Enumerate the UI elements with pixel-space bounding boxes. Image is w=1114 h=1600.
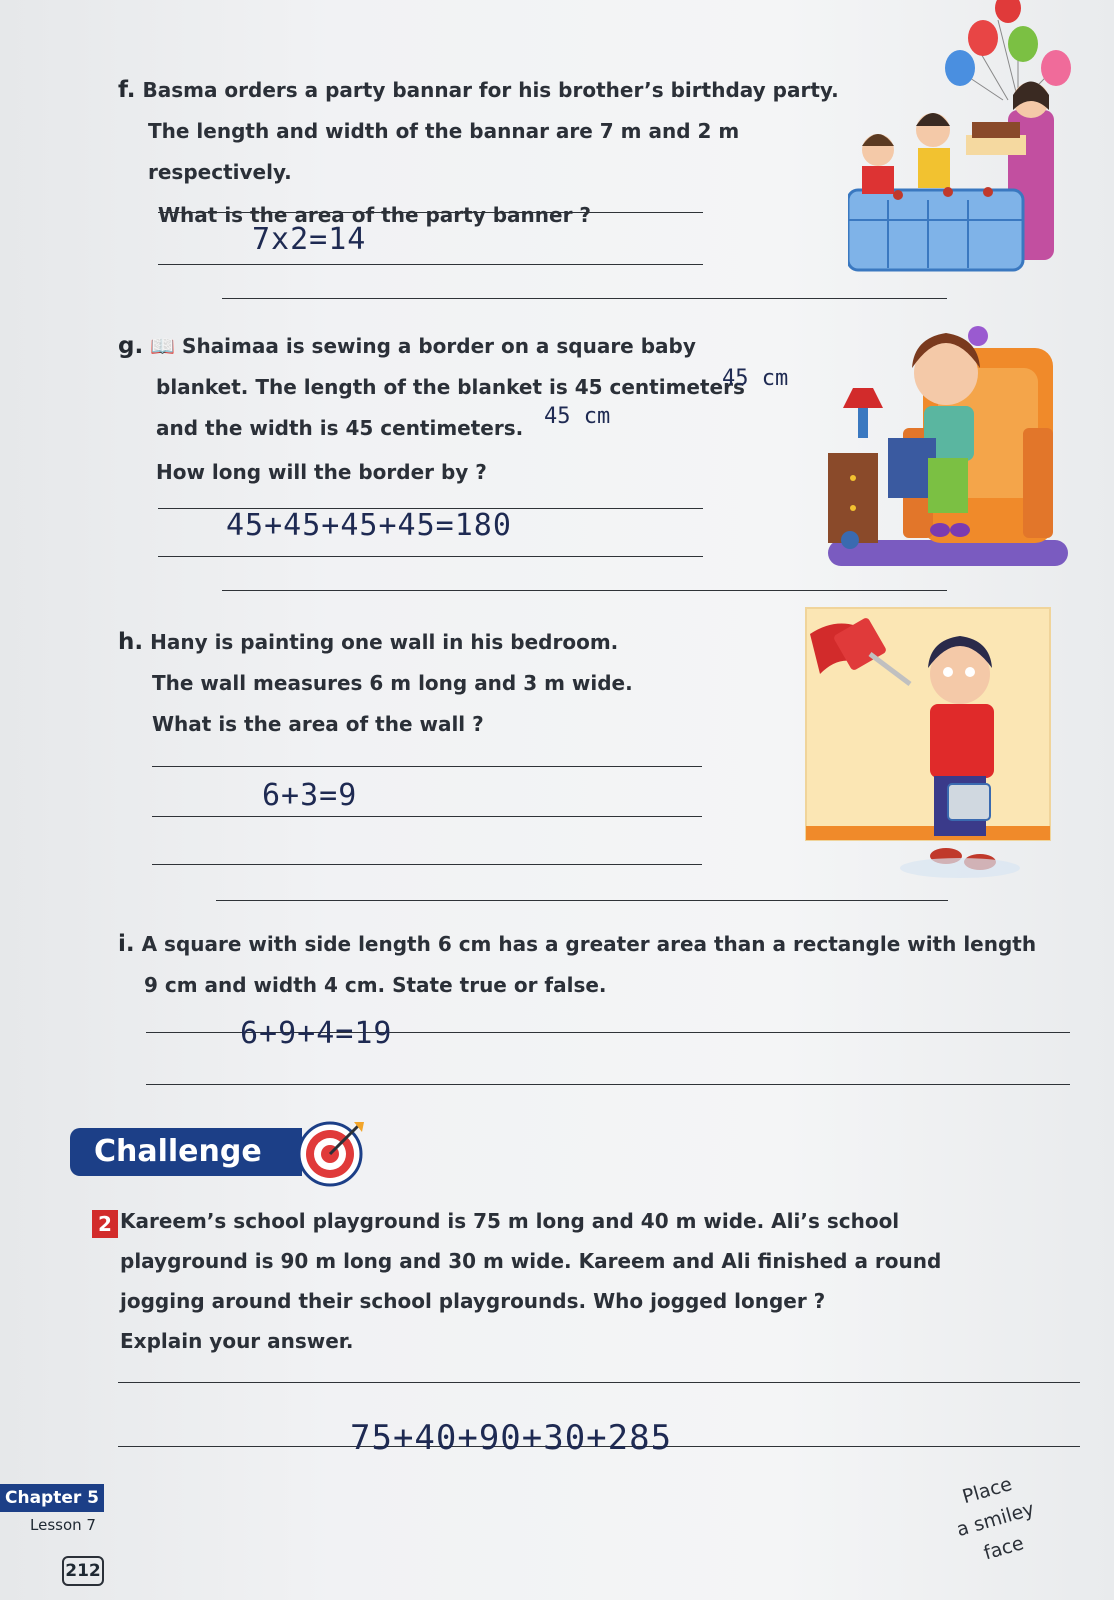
answer-line [158,212,703,213]
question-text: A square with side length 6 cm has a greater area than a rectangle with length [141,932,1037,956]
question-text: Basma orders a party bannar for his brother’s birthday party. [142,78,839,102]
answer-line [146,1084,1070,1085]
question-letter: g. [118,333,144,359]
answer-line [222,298,947,299]
question-text: blanket. The length of the blanket is 45 centimeters [156,375,745,399]
question-prompt: What is the area of the party banner ? [158,203,591,227]
target-icon [296,1118,366,1188]
challenge-banner: Challenge [70,1128,302,1176]
question-prompt: 9 cm and width 4 cm. State true or false. [144,973,607,997]
question-text: Kareem’s school playground is 75 m long and 40 m wide. Ali’s school [120,1209,900,1233]
question-text: Hany is painting one wall in his bedroom. [150,630,619,654]
question-prompt: How long will the border by ? [156,460,487,484]
answer-line [158,556,703,557]
question-letter: h. [118,629,144,655]
question-text: jogging around their school playgrounds. Who jogged longer ? [120,1289,826,1313]
handwritten-answer: 7x2=14 [252,222,367,257]
smiley-text: Place [959,1473,1015,1509]
page-number: 212 [62,1556,104,1586]
handwritten-note: 45 cm [544,404,611,429]
answer-line [118,1382,1080,1383]
book-icon: 📖 [150,334,176,358]
handwritten-answer: 75+40+90+30+285 [350,1418,673,1458]
chapter-label: Chapter 5 [0,1484,104,1512]
question-g [118,326,838,493]
answer-line [222,590,947,591]
party-illustration [848,0,1078,290]
question-text: playground is 90 m long and 30 m wide. Kareem and Ali finished a round [120,1249,942,1273]
sewing-girl-illustration [828,308,1068,568]
handwritten-answer: 6+9+4=19 [240,1016,393,1051]
answer-line [152,766,702,767]
smiley-text: face [981,1532,1027,1565]
question-text: The wall measures 6 m long and 3 m wide. [152,671,633,695]
challenge-question [120,1201,1080,1361]
answer-line [216,900,948,901]
painting-boy-illustration [800,604,1056,894]
answer-line [152,864,702,865]
question-prompt: Explain your answer. [120,1329,354,1353]
question-i [118,924,1058,1006]
lesson-label: Lesson 7 [30,1516,96,1534]
question-text: and the width is 45 centimeters. [156,416,524,440]
handwritten-note: 45 cm [722,366,789,391]
smiley-prompt [935,1462,1061,1595]
question-letter: i. [118,931,135,957]
answer-line [152,816,702,817]
answer-line [158,264,703,265]
question-prompt: What is the area of the wall ? [152,712,484,736]
question-text: Shaimaa is sewing a border on a square baby [182,334,696,358]
question-text: The length and width of the bannar are 7 m and 2 m respectively. [148,119,740,184]
challenge-number: 2 [92,1210,118,1238]
question-h [118,622,798,745]
handwritten-answer: 45+45+45+45=180 [226,508,512,543]
question-letter: f. [118,77,136,103]
handwritten-answer: 6+3=9 [262,778,358,813]
smiley-text: a smiley [954,1497,1037,1542]
